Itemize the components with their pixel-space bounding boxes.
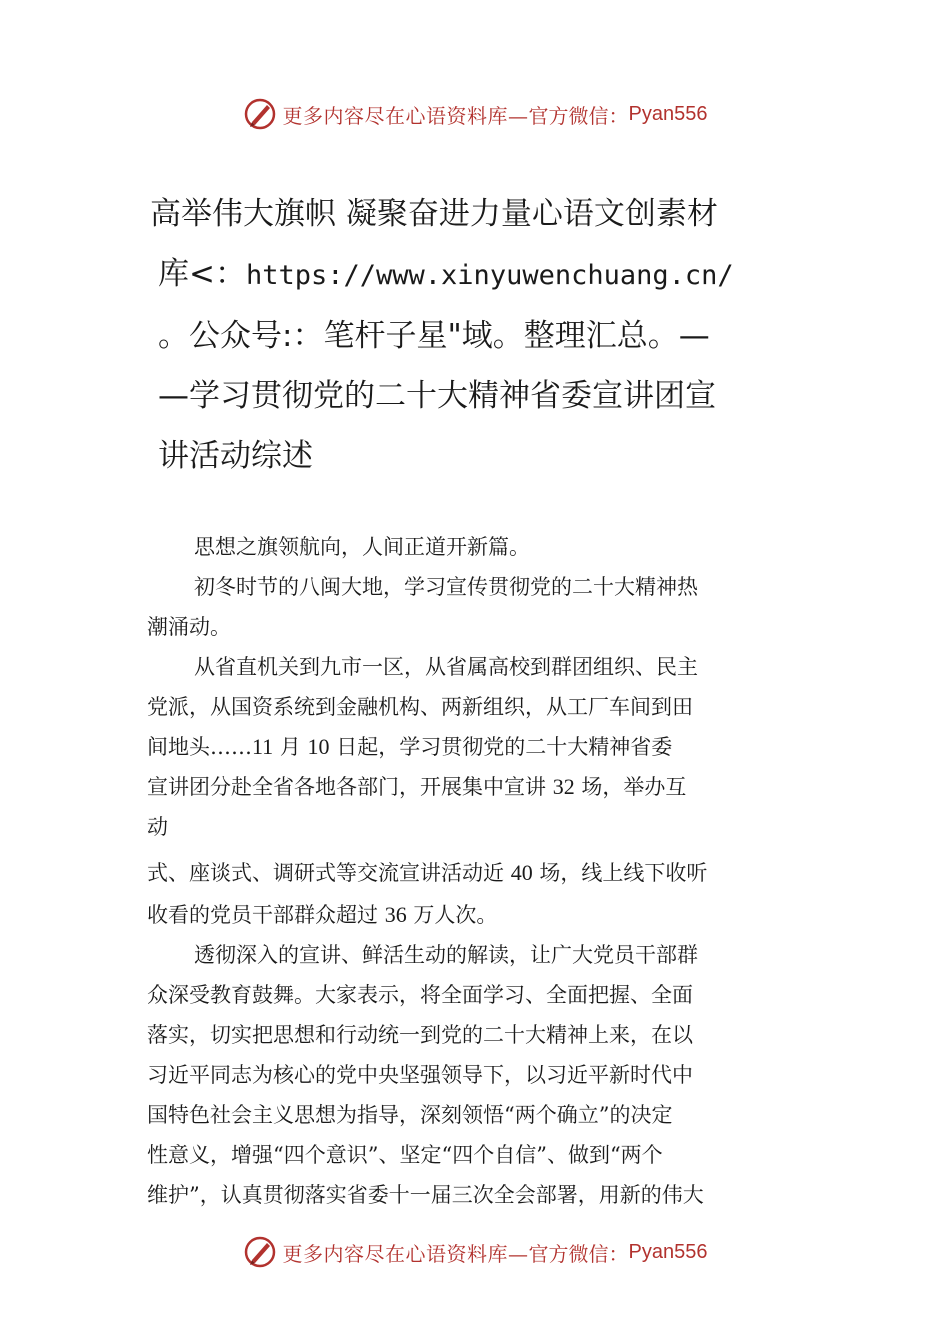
paragraph-3-line-2: 党派，从国资系统到金融机构、两新组织，从工厂车间到田: [147, 695, 693, 719]
text-run: 日起，学习贯彻党的二十大精神省委: [329, 735, 673, 759]
text-run: 间地头……: [147, 735, 252, 759]
pen-logo-icon: [243, 97, 277, 131]
banner-text: 更多内容尽在心语资料库—: [282, 103, 529, 128]
paragraph-1: 思想之旗领航向，人间正道开新篇。: [194, 535, 530, 559]
banner-wechat-label: 官方微信：: [528, 1241, 629, 1266]
paragraph-4-line-5: 国特色社会主义思想为指导，深刻领悟“两个确立”的决定: [147, 1103, 673, 1127]
paragraph-4-line-2: 众深受教育鼓舞。大家表示，将全面学习、全面把握、全面: [147, 983, 693, 1007]
title-url: https://www.xinyuwenchuang.cn/: [245, 260, 734, 291]
number-run: 10: [307, 734, 330, 759]
number-run: 32: [552, 774, 575, 799]
banner-text: 更多内容尽在心语资料库—: [282, 1241, 529, 1266]
paragraph-4-line-3: 落实，切实把思想和行动统一到党的二十大精神上来，在以: [147, 1023, 693, 1047]
paragraph-3-line-4: [147, 767, 809, 807]
paragraph-2-line-1: 初冬时节的八闽大地，学习宣传贯彻党的二十大精神热: [194, 575, 698, 599]
text-run: 收看的党员干部群众超过: [147, 903, 385, 927]
paragraph-2-line-2: 潮涌动。: [147, 615, 231, 639]
text-run: 场，线上线下收听: [532, 861, 708, 885]
header-banner: [0, 92, 950, 136]
text-run: 场，举办互: [574, 775, 687, 799]
pen-logo-icon: [243, 1235, 277, 1269]
title-line-5: 讲活动综述: [158, 438, 313, 474]
title-line-3: 。公众号:：笔杆子星"域。整理汇总。—: [158, 318, 710, 354]
paragraph-3-line-6: [147, 847, 809, 895]
paragraph-4-line-6: 性意义，增强“四个意识”、坚定“四个自信”、做到“两个: [147, 1143, 663, 1167]
paragraph-4-line-4: 习近平同志为核心的党中央坚强领导下，以习近平新时代中: [147, 1063, 693, 1087]
text-run: 月: [273, 735, 308, 759]
title-line-2-prefix: 库<：: [158, 256, 246, 292]
banner-wechat-label: 官方微信：: [528, 103, 629, 128]
paragraph-4-line-1: 透彻深入的宣讲、鲜活生动的解读，让广大党员干部群: [194, 943, 698, 967]
text-run: 宣讲团分赴全省各地各部门，开展集中宣讲: [147, 775, 553, 799]
number-run: 40: [510, 860, 533, 885]
paragraph-3-line-1: 从省直机关到九市一区，从省属高校到群团组织、民主: [194, 655, 698, 679]
text-run: 式、座谈式、调研式等交流宣讲活动近: [147, 861, 511, 885]
document-body: [147, 527, 809, 1215]
document-title: [150, 184, 810, 486]
text-run: 万人次。: [406, 903, 498, 927]
number-run: 36: [384, 902, 407, 927]
paragraph-3-line-5: 动: [147, 815, 168, 839]
title-line-4: —学习贯彻党的二十大精神省委宣讲团宣: [158, 378, 716, 414]
banner-wechat-id: Pyan556: [628, 102, 708, 125]
title-line-1: 高举伟大旗帜 凝聚奋进力量心语文创素材: [150, 196, 718, 232]
paragraph-3-line-7: [147, 895, 809, 935]
number-run: 11: [252, 734, 274, 759]
paragraph-4-line-7: 维护”，认真贯彻落实省委十一届三次全会部署，用新的伟大: [147, 1183, 704, 1207]
banner-wechat-id: Pyan556: [628, 1240, 708, 1263]
footer-banner: [0, 1230, 950, 1274]
paragraph-3-line-3: [147, 727, 809, 767]
title-line-2: [150, 244, 810, 306]
